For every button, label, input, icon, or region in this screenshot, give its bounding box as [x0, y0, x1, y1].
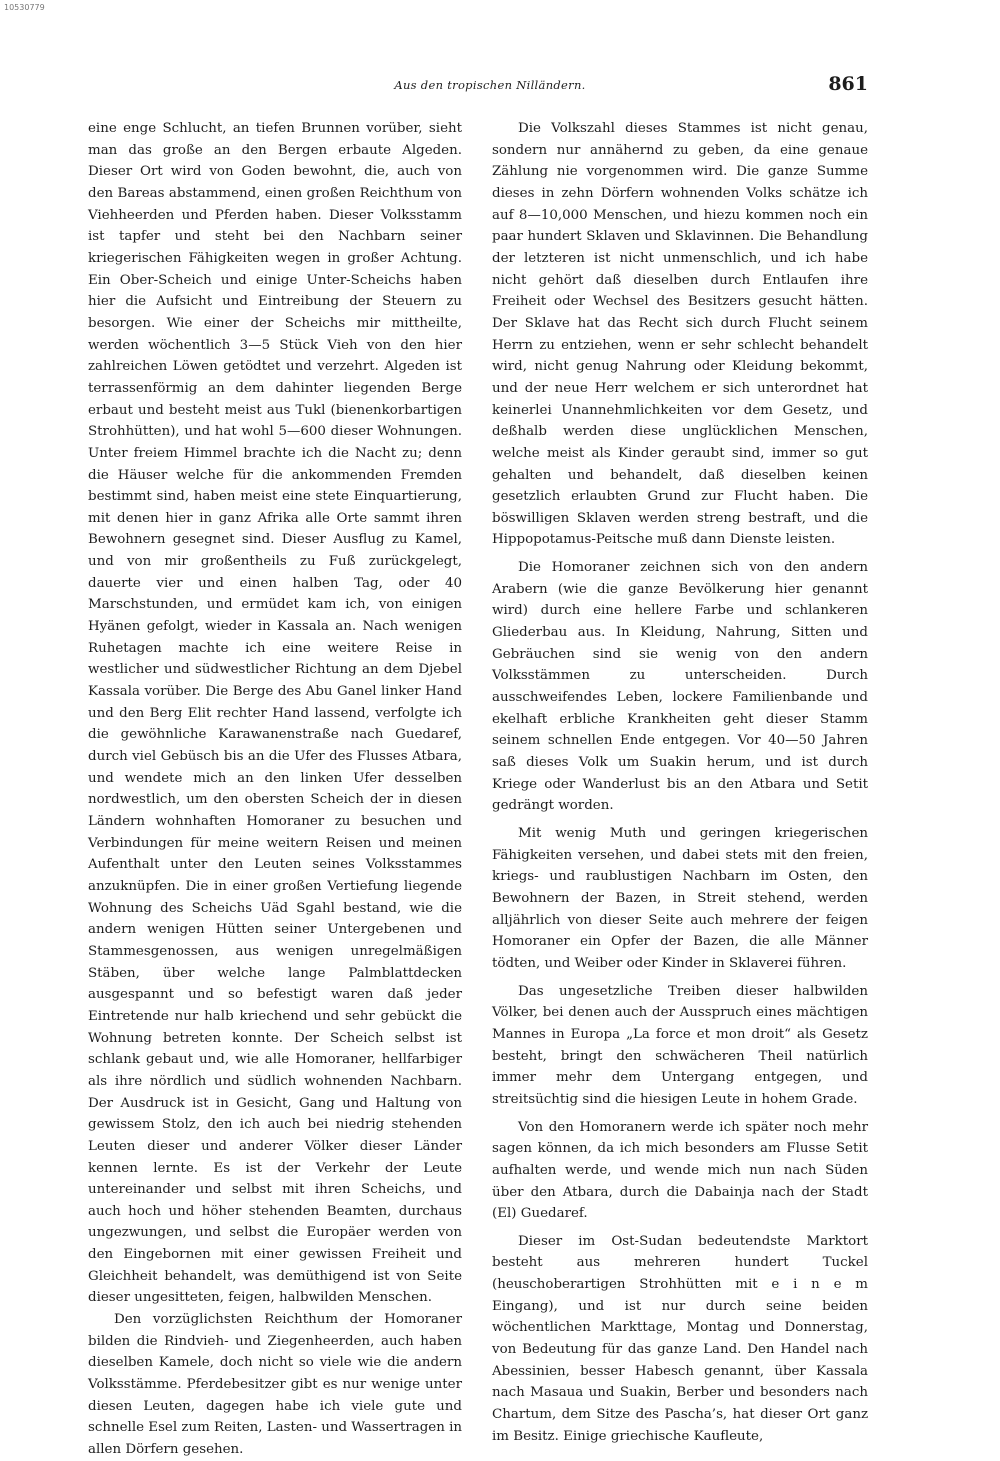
- paragraph: eine enge Schlucht, an tiefen Brunnen vorüber, sieht man das große an den Bergen erbaute Algeden. Dieser Ort wird von Goden bewohnt, die, auch von den Bareas abstammend, einen großen Reichthum von Viehheerden und Pferden haben. Dieser Volksstamm ist tapfer und steht bei den Nachbarn seiner kriegerischen Fähigkeiten wegen in großer Achtung. Ein Ober-Scheich und einige Unter-Scheichs haben hier die Aufsicht und Eintreibung der Steuern zu besorgen. Wie einer der Scheichs mir mittheilte, werden wöchentlich 3—5 Stück Vieh von den hier zahlreichen Löwen getödtet und verzehrt. Algeden ist terrassenförmig an dem dahinter liegenden Berge erbaut und besteht meist aus Tukl (bienenkorbartigen Strohhütten), und hat wohl 5—600 dieser Wohnungen. Unter freiem Himmel brachte ich die Nacht zu; denn die Häuser welche für die ankommenden Fremden bestimmt sind, haben meist eine stete Einquartierung, mit denen hier in ganz Afrika alle Orte sammt ihren Bewohnern gesegnet sind. Dieser Ausflug zu Kamel, und von mir großentheils zu Fuß zurückgelegt, dauerte vier und einen halben Tag, oder 40 Marschstunden, und ermüdet kam ich, von einigen Hyänen gefolgt, wieder in Kassala an. Nach wenigen Ruhetagen machte ich eine weitere Reise in westlicher und südwestlicher Richtung an dem Djebel Kassala vorüber. Die Berge des Abu Ganel linker Hand und den Berg Elit rechter Hand lassend, verfolgte ich die gewöhnliche Karawanenstraße nach Guedaref, durch viel Gebüsch bis an die Ufer des Flusses Atbara, und wendete mich an den linken Ufer desselben nordwestlich, um den obersten Scheich der in diesen Ländern wohnhaften Homoraner zu besuchen und Verbindungen für meine weitern Reisen und meinen Aufenthalt unter den Leuten seines Volksstammes anzuknüpfen. Die in einer großen Vertiefung liegende Wohnung des Scheichs Uäd Sgahl bestand, wie die andern wenigen Hütten seiner Untergebenen und Stammesgenossen, aus wenigen unregelmäßigen Stäben, über welche lange Palmblattdecken ausgespannt und so befestigt waren daß jeder Eintretende nur halb kriechend und sehr gebückt die Wohnung betreten konnte. Der Scheich selbst ist schlank gebaut und, wie alle Homoraner, hellfarbiger als ihre nördlich und südlich wohnenden Nachbarn. Der Ausdruck ist in Gesicht, Gang und Haltung von gewissem Stolz, den ich auch bei niedrig stehenden Leuten dieser und anderer Völker dieser Länder kennen lernte. Es ist der Verkehr der Leute untereinander und selbst mit ihren Scheichs, und auch hoch und höher stehenden Beamten, durchaus ungezwungen, und selbst die Europäer werden von den Eingebornen mit einer gewissen Freiheit und Gleichheit behandelt, was demüthigend ist von Seite dieser ungesitteten, feigen, halbwilden Menschen.: [88, 121, 462, 1306]
- running-header: [0, 73, 868, 98]
- paragraph: Den vorzüglichsten Reichthum der Homoraner bilden die Rindvieh- und Ziegenheerden, auch haben dieselben Kamele, doch nicht so viele wie die andern Volksstämme. Pferdebesitzer gibt es nur wenige unter diesen Leuten, dagegen habe ich viele gute und schnelle Esel zum Reiten, Lasten- und Wassertragen in allen Dörfern gesehen.: [88, 1312, 463, 1458]
- paragraph: Dieser im Ost-Sudan bedeutendste Marktort besteht aus mehreren hundert Tuckel (heuschoberartigen Strohhütten mit e i n e m Eingang), und ist nur durch seine beiden wöchentlichen Markttage, Montag und Donnerstag, von Bedeutung für das ganze Land. Den Handel nach Abessinien, besser Habesch genannt, über Kassala nach Masaua und Suakin, Berber und besonders nach Chartum, dem Sitze des Pascha’s, hat dieser Ort ganz im Besitz. Einige griechische Kaufleute,: [492, 1233, 868, 1444]
- scan-id-label: 10530779: [4, 3, 45, 12]
- page-number: 861: [828, 73, 868, 95]
- paragraph: Von den Homoranern werde ich später noch mehr sagen können, da ich mich besonders am Flusse Setit aufhalten werde, und wende mich nun nach Süden über den Atbara, durch die Dabainja nach der Stadt (El) Guedaref.: [492, 1119, 868, 1222]
- right-text-column: [492, 118, 868, 1447]
- running-title: Aus den tropischen Nilländern.: [394, 78, 586, 92]
- left-text-column: [88, 118, 462, 1461]
- paragraph: Die Volkszahl dieses Stammes ist nicht genau, sondern nur annähernd zu geben, da eine genaue Zählung nie vorgenommen wird. Die ganze Summe dieses in zehn Dörfern wohnenden Volks schätze ich auf 8—10,000 Menschen, und hiezu kommen noch ein paar hundert Sklaven und Sklavinnen. Die Behandlung der letzteren ist nicht unmenschlich, und ich habe nicht gehört daß dieselben durch Entlaufen ihre Freiheit oder Wechsel des Besitzers gesucht hätten. Der Sklave hat das Recht sich durch Flucht seinem Herrn zu entziehen, wenn er sehr schlecht behandelt wird, nicht genug Nahrung oder Kleidung bekommt, und der neue Herr welchem er sich unterordnet hat keinerlei Unannehmlichkeiten vor dem Gesetz, und deßhalb werden diese unglücklichen Menschen, welche meist als Kinder geraubt sind, immer so gut gehalten und behandelt, daß dieselben keinen gesetzlich erlaubten Grund zur Flucht haben. Die böswilligen Sklaven werden streng bestraft, und die Hippopotamus-Peitsche muß dann Dienste leisten.: [492, 121, 868, 548]
- paragraph: Das ungesetzliche Treiben dieser halbwilden Völker, bei denen auch der Ausspruch eines mächtigen Mannes in Europa „La force et mon droit“ als Gesetz besteht, bringt den schwächeren Theil natürlich immer mehr dem Untergang entgegen, und streitsüchtig sind die hiesigen Leute in hohem Grade.: [492, 983, 868, 1107]
- paragraph: Mit wenig Muth und geringen kriegerischen Fähigkeiten versehen, und dabei stets mit den freien, kriegs- und raublustigen Nachbarn im Osten, den Bewohnern der Bazen, in Streit stehend, werden alljährlich von dieser Seite auch mehrere der feigen Homoraner ein Opfer der Bazen, die alle Männer tödten, und Weiber oder Kinder in Sklaverei führen.: [492, 826, 868, 971]
- paragraph: Die Homoraner zeichnen sich von den andern Arabern (wie die ganze Bevölkerung hier genannt wird) durch eine hellere Farbe und schlankeren Gliederbau aus. In Kleidung, Nahrung, Sitten und Gebräuchen sind sie wenig von den andern Volksstämmen zu unterscheiden. Durch ausschweifendes Leben, lockere Familienbande und ekelhaft erbliche Krankheiten geht dieser Stamm seinem schnellen Ende entgegen. Vor 40—50 Jahren saß dieses Volk um Suakin herum, und ist durch Kriege oder Wanderlust bis an den Atbara und Setit gedrängt worden.: [492, 560, 868, 814]
